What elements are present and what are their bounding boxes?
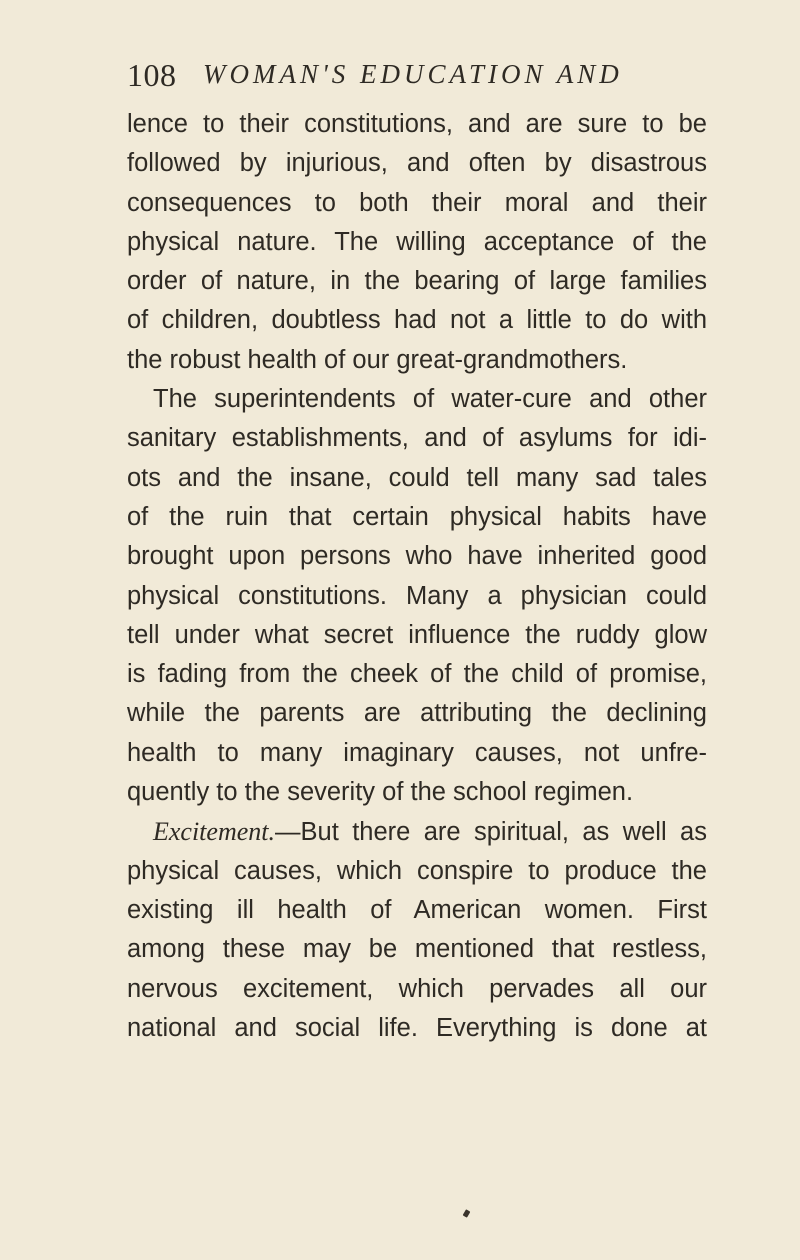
text-line: brought upon persons who have inherited good <box>127 542 707 571</box>
text-line: consequences to both their moral and their <box>127 188 707 217</box>
text-line: physical constitutions. Many a physician could <box>127 581 707 610</box>
text-line: ots and the insane, could tell many sad tales <box>127 463 707 492</box>
print-mark <box>463 1209 471 1218</box>
text-line: tell under what secret influence the ruddy glow <box>127 620 707 649</box>
text-fragment: —But there are spiritual, as well as <box>275 818 707 847</box>
text-line: national and social life. Everything is done at <box>127 1013 707 1042</box>
text-line: physical causes, which conspire to produce the <box>127 856 707 885</box>
body-text <box>127 105 707 1048</box>
text-line: existing ill health of American women. First <box>127 895 707 924</box>
text-line: The superintendents of water-cure and other <box>153 385 707 414</box>
running-head: WOMAN'S EDUCATION AND <box>203 59 623 89</box>
text-line: nervous excitement, which pervades all our <box>127 974 707 1003</box>
text-line: physical nature. The willing acceptance of the <box>127 227 707 256</box>
text-line: health to many imaginary causes, not unfre- <box>127 738 707 767</box>
text-line <box>127 812 707 851</box>
page-number: 108 <box>127 57 177 93</box>
text-line: of the ruin that certain physical habits have <box>127 502 707 531</box>
text-line: followed by injurious, and often by disastrous <box>127 149 707 178</box>
text-line: among these may be mentioned that restless, <box>127 935 707 964</box>
text-line: lence to their constitutions, and are sure to be <box>127 110 707 138</box>
section-heading: Excitement. <box>153 817 275 847</box>
text-line: is fading from the cheek of the child of promise, <box>127 660 707 689</box>
text-line: sanitary establishments, and of asylums for idi- <box>127 424 707 453</box>
page-header <box>0 57 800 97</box>
text-line: while the parents are attributing the declining <box>127 699 707 728</box>
text-line: the robust health of our great-grandmothers. <box>127 345 628 374</box>
text-line: quently to the severity of the school regimen. <box>127 778 634 807</box>
text-line: order of nature, in the bearing of large families <box>127 267 707 296</box>
text-line: of children, doubtless had not a little to do with <box>127 306 707 335</box>
